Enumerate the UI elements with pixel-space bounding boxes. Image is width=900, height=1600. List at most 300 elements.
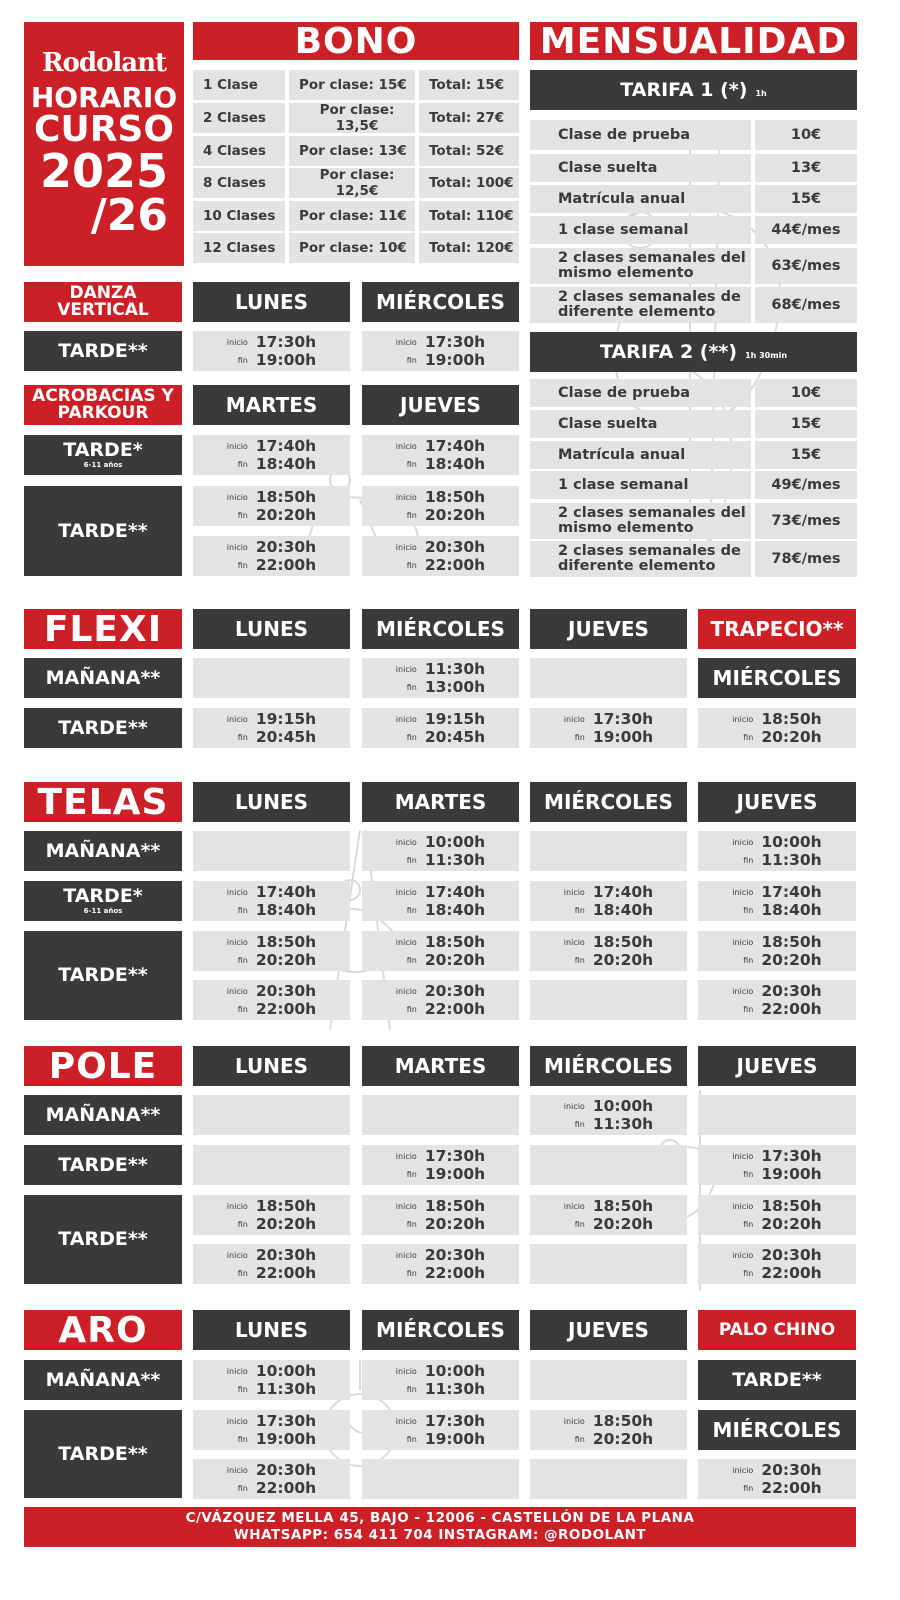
bono-total-4: Total: 110€ (419, 201, 519, 231)
time-range (396, 710, 485, 746)
danza-title: DANZA VERTICAL (24, 282, 182, 322)
bono-total-3: Total: 100€ (419, 168, 519, 198)
brand-logo: Rodolant (41, 48, 167, 78)
bono-por-clase-0: Por clase: 15€ (289, 70, 415, 100)
start-label: inicio (226, 1416, 248, 1426)
end-time: 20:45h (255, 728, 317, 746)
start-time: 18:50h (592, 1197, 654, 1215)
start-label: inicio (395, 1250, 417, 1260)
tarifa1-label-1: Clase suelta (530, 154, 751, 182)
start-label: inicio (226, 887, 248, 897)
start-time: 10:00h (424, 1362, 486, 1380)
pole-cell-1-1 (362, 1145, 519, 1185)
tarifa2-label-1: Clase suelta (530, 410, 751, 438)
time-range (396, 1246, 485, 1282)
time-range (227, 437, 316, 473)
end-label: fin (574, 1219, 585, 1229)
start-label: inicio (395, 1201, 417, 1211)
end-label: fin (743, 1219, 754, 1229)
tarifa2-label: TARIFA 2 (**) (599, 341, 738, 363)
start-label: inicio (226, 441, 248, 451)
pole-cell-1-3 (698, 1145, 856, 1185)
time-range (227, 538, 316, 574)
telas-cell-3-0 (193, 980, 350, 1020)
tarifa1-price-1: 13€ (755, 154, 857, 182)
telas-day-miercoles: MIÉRCOLES (530, 782, 687, 822)
acro-jueves-2 (362, 486, 519, 526)
end-time: 18:40h (592, 901, 654, 919)
start-label: inicio (732, 714, 754, 724)
aro-row-manana: MAÑANA** (24, 1360, 182, 1400)
title-year: 2025 (39, 144, 169, 198)
start-label: inicio (395, 986, 417, 996)
end-time: 20:20h (255, 1215, 317, 1233)
time-range (564, 933, 653, 969)
start-label: inicio (226, 1465, 248, 1475)
bono-por-clase-4: Por clase: 11€ (289, 201, 415, 231)
time-range (396, 1412, 485, 1448)
pole-cell-2-3 (698, 1195, 856, 1235)
bono-total-1: Total: 27€ (419, 103, 519, 133)
end-label: fin (406, 955, 417, 965)
flexi-title: FLEXI (24, 609, 182, 649)
pole-title: POLE (24, 1046, 182, 1086)
time-range (564, 1097, 653, 1133)
title-curso: CURSO (34, 109, 174, 150)
aro-cell-0-2 (530, 1360, 687, 1400)
aro-day-lunes: LUNES (193, 1310, 350, 1350)
pole-day-miercoles: MIÉRCOLES (530, 1046, 687, 1086)
pole-cell-0-2 (530, 1095, 687, 1135)
pole-cell-1-2 (530, 1145, 687, 1185)
start-time: 20:30h (761, 1461, 822, 1479)
danza-miercoles-tarde (362, 331, 519, 371)
time-range (227, 883, 316, 919)
aro-title: ARO (24, 1310, 182, 1350)
start-label: inicio (395, 492, 417, 502)
end-label: fin (237, 732, 248, 742)
time-range (396, 982, 485, 1018)
pole-cell-0-0 (193, 1095, 350, 1135)
tarifa1-label-0: Clase de prueba (530, 120, 751, 150)
footer-line-contact: WHATSAPP: 654 411 704 INSTAGRAM: @RODOLANT (233, 1527, 647, 1543)
end-time: 20:20h (592, 1215, 654, 1233)
tarifa2-label-2: Matrícula anual (530, 441, 751, 469)
tarifa2-price-2: 15€ (755, 441, 857, 469)
end-label: fin (574, 1434, 585, 1444)
tarifa1-label-4: 2 clases semanales del mismo elemento (530, 248, 751, 284)
bono-clases-5: 12 Clases (193, 233, 285, 263)
start-time: 17:30h (761, 1147, 822, 1165)
end-label: fin (406, 459, 417, 469)
flexi-lunes-tarde (193, 708, 350, 748)
start-label: inicio (226, 542, 248, 552)
time-range (396, 660, 485, 696)
end-time: 20:20h (761, 1215, 822, 1233)
end-time: 20:20h (761, 728, 822, 746)
flexi-day-lunes: LUNES (193, 609, 350, 649)
tarifa1-price-5: 68€/mes (755, 287, 857, 323)
tarifa1-label-3: 1 clase semanal (530, 216, 751, 244)
start-label: inicio (395, 337, 417, 347)
start-time: 18:50h (255, 1197, 317, 1215)
start-label: inicio (226, 1201, 248, 1211)
pole-cell-2-2 (530, 1195, 687, 1235)
start-time: 17:40h (592, 883, 654, 901)
end-label: fin (743, 1169, 754, 1179)
time-range (396, 883, 485, 919)
end-time: 22:00h (424, 1264, 486, 1282)
start-label: inicio (226, 1250, 248, 1260)
end-time: 18:40h (255, 901, 317, 919)
end-time: 18:40h (424, 455, 486, 473)
end-time: 19:00h (592, 728, 654, 746)
bono-total-0: Total: 15€ (419, 70, 519, 100)
time-range (227, 933, 316, 969)
start-time: 18:50h (761, 933, 822, 951)
flexi-day-jueves: JUEVES (530, 609, 687, 649)
pole-day-martes: MARTES (362, 1046, 519, 1086)
end-label: fin (743, 1004, 754, 1014)
footer-line-address: C/VÁZQUEZ MELLA 45, BAJO - 12006 - CASTELLÓN DE LA PLANA (185, 1510, 695, 1526)
start-label: inicio (395, 1151, 417, 1161)
end-label: fin (237, 1004, 248, 1014)
acro-row-tarde: TARDE** (24, 486, 182, 576)
end-time: 11:30h (424, 1380, 486, 1398)
time-range (227, 710, 316, 746)
palo-chino-title: PALO CHINO (698, 1310, 856, 1350)
start-label: inicio (732, 887, 754, 897)
start-time: 17:40h (424, 437, 486, 455)
bono-total-5: Total: 120€ (419, 233, 519, 263)
pole-cell-2-1 (362, 1195, 519, 1235)
start-time: 18:50h (761, 1197, 822, 1215)
time-range (396, 1197, 485, 1233)
telas-cell-0-1 (362, 831, 519, 871)
end-label: fin (237, 355, 248, 365)
time-range (732, 1461, 821, 1497)
telas-cell-3-2 (530, 980, 687, 1020)
time-range (564, 710, 653, 746)
bono-por-clase-3: Por clase: 12,5€ (289, 168, 415, 198)
time-range (732, 710, 821, 746)
start-label: inicio (563, 714, 585, 724)
end-time: 20:45h (424, 728, 486, 746)
mensualidad-title: MENSUALIDAD (530, 22, 857, 60)
start-label: inicio (395, 937, 417, 947)
time-range (732, 1147, 821, 1183)
flexi-lunes-manana (193, 658, 350, 698)
tarifa2-price-4: 73€/mes (755, 503, 857, 539)
telas-day-jueves: JUEVES (698, 782, 856, 822)
start-time: 18:50h (592, 1412, 654, 1430)
tarifa2-price-0: 10€ (755, 379, 857, 407)
aro-cell-1-0 (193, 1410, 350, 1450)
start-label: inicio (395, 441, 417, 451)
start-label: inicio (563, 887, 585, 897)
start-label: inicio (395, 714, 417, 724)
pole-row-tarde-1: TARDE** (24, 1145, 182, 1185)
end-label: fin (237, 459, 248, 469)
pole-row-manana: MAÑANA** (24, 1095, 182, 1135)
time-range (732, 883, 821, 919)
tarifa1-price-4: 63€/mes (755, 248, 857, 284)
pole-row-tarde-2: TARDE** (24, 1195, 182, 1284)
telas-day-martes: MARTES (362, 782, 519, 822)
end-time: 22:00h (255, 1479, 317, 1497)
end-time: 19:00h (424, 351, 486, 369)
time-range (227, 982, 316, 1018)
tarifa2-price-1: 15€ (755, 410, 857, 438)
telas-cell-0-3 (698, 831, 856, 871)
start-time: 20:30h (424, 982, 486, 1000)
end-time: 11:30h (761, 851, 822, 869)
danza-day-miercoles: MIÉRCOLES (362, 282, 519, 322)
start-time: 18:50h (592, 933, 654, 951)
bono-por-clase-5: Por clase: 10€ (289, 233, 415, 263)
time-range (227, 1246, 316, 1282)
pole-cell-3-0 (193, 1244, 350, 1284)
start-label: inicio (563, 1416, 585, 1426)
end-time: 22:00h (761, 1264, 822, 1282)
telas-day-lunes: LUNES (193, 782, 350, 822)
aro-cell-0-0 (193, 1360, 350, 1400)
end-label: fin (743, 905, 754, 915)
end-time: 19:00h (424, 1430, 486, 1448)
acro-day-martes: MARTES (193, 385, 350, 425)
tarifa1-title (530, 70, 857, 110)
start-time: 18:50h (424, 933, 486, 951)
telas-cell-2-1 (362, 931, 519, 971)
danza-row-tarde: TARDE** (24, 331, 182, 371)
tarifa2-label-5: 2 clases semanales de diferente elemento (530, 541, 751, 577)
end-time: 22:00h (761, 1479, 822, 1497)
end-label: fin (574, 1119, 585, 1129)
end-time: 18:40h (255, 455, 317, 473)
time-range (732, 1246, 821, 1282)
acro-row-tarde-kids (24, 435, 182, 475)
end-label: fin (406, 1004, 417, 1014)
tarifa2-price-5: 78€/mes (755, 541, 857, 577)
start-label: inicio (395, 1416, 417, 1426)
time-range (396, 437, 485, 473)
end-label: fin (743, 1483, 754, 1493)
end-time: 18:40h (761, 901, 822, 919)
telas-cell-2-0 (193, 931, 350, 971)
time-range (396, 933, 485, 969)
end-time: 18:40h (424, 901, 486, 919)
time-range (396, 333, 485, 369)
time-range (396, 488, 485, 524)
start-label: inicio (732, 986, 754, 996)
start-time: 17:40h (424, 883, 486, 901)
start-label: inicio (395, 837, 417, 847)
end-label: fin (237, 955, 248, 965)
telas-cell-1-3 (698, 881, 856, 921)
start-time: 17:30h (255, 1412, 317, 1430)
start-time: 17:30h (592, 710, 654, 728)
time-range (564, 1412, 653, 1448)
tarifa2-label-4: 2 clases semanales del mismo elemento (530, 503, 751, 539)
danza-lunes-tarde (193, 331, 350, 371)
end-time: 11:30h (424, 851, 486, 869)
end-time: 22:00h (424, 1000, 486, 1018)
start-time: 10:00h (424, 833, 486, 851)
flexi-row-manana: MAÑANA** (24, 658, 182, 698)
time-range (227, 1412, 316, 1448)
end-label: fin (406, 1268, 417, 1278)
start-time: 11:30h (424, 660, 486, 678)
start-time: 20:30h (761, 1246, 822, 1264)
start-time: 18:50h (255, 933, 317, 951)
end-time: 20:20h (255, 506, 317, 524)
pole-day-jueves: JUEVES (698, 1046, 856, 1086)
end-time: 22:00h (424, 556, 486, 574)
bono-por-clase-2: Por clase: 13€ (289, 136, 415, 166)
start-label: inicio (226, 492, 248, 502)
palo-chino-miercoles-tarde (698, 1459, 856, 1499)
acro-martes-0 (193, 435, 350, 475)
end-time: 20:20h (424, 951, 486, 969)
end-label: fin (574, 905, 585, 915)
pole-cell-0-1 (362, 1095, 519, 1135)
bono-por-clase-1: Por clase: 13,5€ (289, 103, 415, 133)
end-time: 20:20h (255, 951, 317, 969)
telas-row-tarde-kids-note: 6-11 años (83, 907, 123, 915)
start-time: 20:30h (424, 538, 486, 556)
start-label: inicio (226, 986, 248, 996)
time-range (732, 933, 821, 969)
end-time: 20:20h (592, 1430, 654, 1448)
end-label: fin (237, 1268, 248, 1278)
end-label: fin (743, 732, 754, 742)
time-range (396, 1362, 485, 1398)
trapecio-day-miercoles: MIÉRCOLES (698, 658, 856, 698)
end-label: fin (406, 682, 417, 692)
flexi-jueves-tarde (530, 708, 687, 748)
pole-cell-0-3 (698, 1095, 856, 1135)
end-time: 19:00h (761, 1165, 822, 1183)
aro-cell-2-0 (193, 1459, 350, 1499)
time-range (732, 833, 821, 869)
time-range (227, 1362, 316, 1398)
start-time: 17:40h (761, 883, 822, 901)
tarifa2-note: 1h 30min (745, 350, 788, 360)
end-label: fin (237, 1483, 248, 1493)
end-label: fin (406, 1219, 417, 1229)
acro-jueves-0 (362, 435, 519, 475)
start-time: 19:15h (424, 710, 486, 728)
end-label: fin (574, 732, 585, 742)
start-label: inicio (732, 1201, 754, 1211)
start-label: inicio (226, 937, 248, 947)
tarifa1-label-5: 2 clases semanales de diferente elemento (530, 287, 751, 323)
pole-cell-3-2 (530, 1244, 687, 1284)
telas-row-tarde-kids (24, 881, 182, 921)
flexi-day-miercoles: MIÉRCOLES (362, 609, 519, 649)
tarifa1-label: TARIFA 1 (*) (620, 79, 748, 101)
telas-cell-0-2 (530, 831, 687, 871)
time-range (396, 833, 485, 869)
tarifa2-label-3: 1 clase semanal (530, 471, 751, 499)
end-label: fin (406, 732, 417, 742)
acro-day-jueves: JUEVES (362, 385, 519, 425)
end-label: fin (743, 955, 754, 965)
start-label: inicio (395, 542, 417, 552)
title-year-suffix: /26 (90, 190, 168, 241)
flexi-jueves-manana (530, 658, 687, 698)
palo-chino-row-tarde: TARDE** (698, 1360, 856, 1400)
start-label: inicio (732, 937, 754, 947)
end-time: 11:30h (592, 1115, 654, 1133)
telas-cell-1-2 (530, 881, 687, 921)
time-range (564, 883, 653, 919)
pole-cell-3-3 (698, 1244, 856, 1284)
end-label: fin (743, 855, 754, 865)
end-label: fin (237, 1384, 248, 1394)
acro-jueves-4 (362, 536, 519, 576)
telas-cell-1-0 (193, 881, 350, 921)
end-label: fin (406, 905, 417, 915)
start-label: inicio (395, 1366, 417, 1376)
aro-cell-1-1 (362, 1410, 519, 1450)
time-range (227, 1197, 316, 1233)
start-time: 17:30h (255, 333, 317, 351)
trapecio-miercoles-tarde (698, 708, 856, 748)
acro-row-tarde-kids-note: 6-11 años (83, 461, 123, 469)
start-time: 17:30h (424, 333, 486, 351)
tarifa2-label-0: Clase de prueba (530, 379, 751, 407)
aro-cell-2-2 (530, 1459, 687, 1499)
start-time: 19:15h (255, 710, 317, 728)
telas-cell-3-3 (698, 980, 856, 1020)
time-range (227, 1461, 316, 1497)
tarifa2-title (530, 332, 857, 372)
end-label: fin (237, 1219, 248, 1229)
start-time: 10:00h (761, 833, 822, 851)
pole-cell-2-0 (193, 1195, 350, 1235)
time-range (732, 1197, 821, 1233)
aro-cell-2-1 (362, 1459, 519, 1499)
end-label: fin (406, 355, 417, 365)
end-label: fin (406, 1384, 417, 1394)
start-label: inicio (732, 1250, 754, 1260)
end-time: 19:00h (424, 1165, 486, 1183)
telas-cell-0-0 (193, 831, 350, 871)
end-label: fin (574, 955, 585, 965)
acro-martes-2 (193, 486, 350, 526)
danza-day-lunes: LUNES (193, 282, 350, 322)
start-label: inicio (563, 1201, 585, 1211)
start-time: 18:50h (424, 1197, 486, 1215)
bono-total-2: Total: 52€ (419, 136, 519, 166)
pole-cell-1-0 (193, 1145, 350, 1185)
aro-cell-1-2 (530, 1410, 687, 1450)
start-time: 20:30h (255, 982, 317, 1000)
end-time: 20:20h (424, 506, 486, 524)
end-time: 19:00h (255, 351, 317, 369)
start-label: inicio (563, 1101, 585, 1111)
flexi-miercoles-manana (362, 658, 519, 698)
logo-block (24, 22, 184, 266)
end-label: fin (237, 905, 248, 915)
pole-day-lunes: LUNES (193, 1046, 350, 1086)
end-label: fin (406, 1434, 417, 1444)
end-time: 22:00h (761, 1000, 822, 1018)
time-range (227, 488, 316, 524)
tarifa2-price-3: 49€/mes (755, 471, 857, 499)
start-time: 18:50h (424, 488, 486, 506)
